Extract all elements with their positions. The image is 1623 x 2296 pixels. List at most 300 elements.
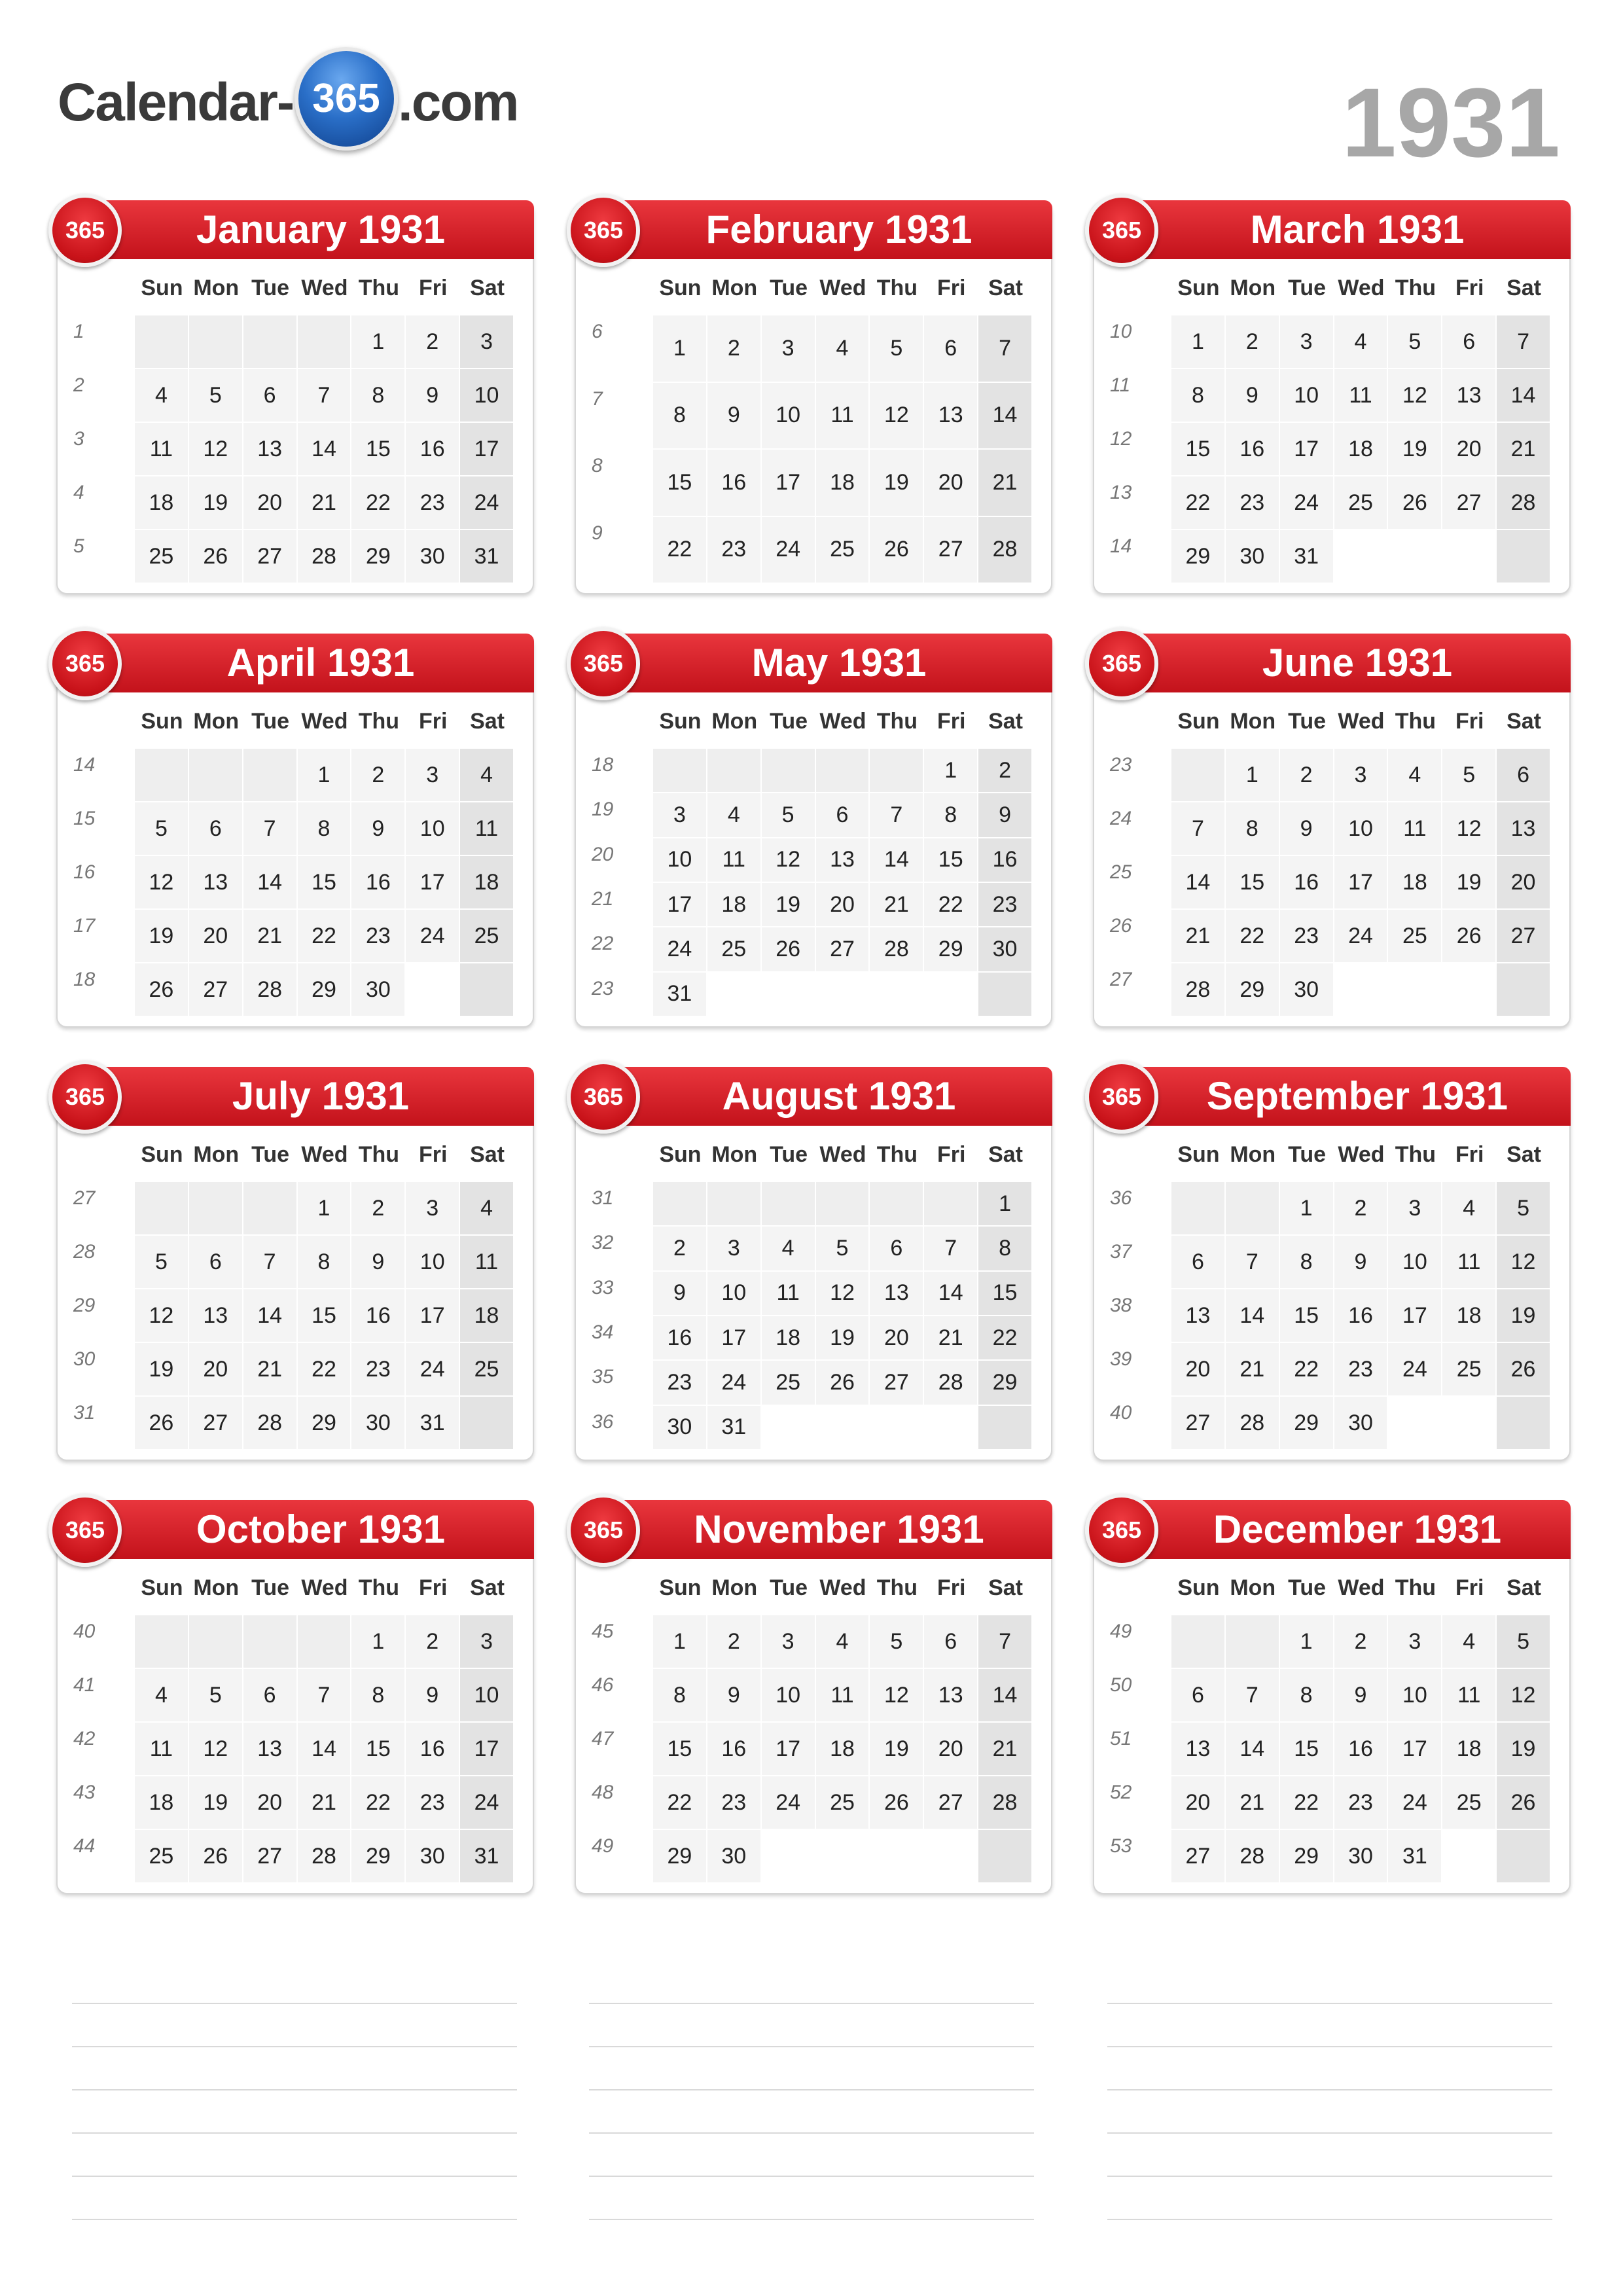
note-line bbox=[72, 2089, 517, 2090]
day-cell: 29 bbox=[351, 1830, 406, 1884]
week-number: 28 bbox=[73, 1241, 96, 1263]
week-number-column bbox=[73, 749, 126, 1017]
week-number: 27 bbox=[1110, 969, 1132, 990]
badge-365-icon: 365 bbox=[48, 627, 122, 700]
day-cell: 3 bbox=[406, 749, 460, 802]
empty-day-cell bbox=[924, 1182, 978, 1227]
week-number-column bbox=[592, 1615, 644, 1884]
day-cell: 1 bbox=[1226, 749, 1280, 802]
day-cell: 3 bbox=[653, 793, 707, 838]
week-number-column bbox=[73, 1615, 126, 1884]
day-cell: 28 bbox=[1226, 1830, 1280, 1884]
day-cell: 6 bbox=[189, 802, 243, 856]
empty-day-cell bbox=[298, 315, 352, 369]
weekday-header-row bbox=[1171, 274, 1551, 302]
week-number: 4 bbox=[73, 482, 84, 503]
empty-day-cell bbox=[189, 1615, 243, 1669]
day-cell: 12 bbox=[1388, 369, 1442, 423]
day-cell: 4 bbox=[816, 315, 870, 383]
weekday-header: Sat bbox=[1507, 1575, 1542, 1600]
week-number: 48 bbox=[592, 1782, 614, 1803]
day-cell: 28 bbox=[924, 1361, 978, 1405]
week-number: 25 bbox=[1110, 861, 1132, 883]
day-cell: 10 bbox=[406, 1236, 460, 1289]
badge-365-icon: 365 bbox=[48, 194, 122, 267]
weekday-header: Tue bbox=[770, 1575, 808, 1600]
week-number: 43 bbox=[73, 1782, 96, 1803]
day-grid bbox=[135, 1182, 514, 1450]
month-card bbox=[575, 202, 1052, 594]
day-cell: 22 bbox=[978, 1316, 1033, 1361]
day-cell: 23 bbox=[1280, 910, 1334, 963]
notes-column-1 bbox=[72, 2003, 517, 2262]
empty-day-cell bbox=[870, 1406, 924, 1450]
day-cell: 25 bbox=[1442, 1776, 1497, 1830]
day-cell: 21 bbox=[1226, 1343, 1280, 1397]
day-cell: 26 bbox=[816, 1361, 870, 1405]
day-cell: 15 bbox=[351, 423, 406, 476]
empty-day-cell bbox=[243, 1615, 298, 1669]
day-cell: 19 bbox=[135, 910, 189, 963]
empty-day-cell bbox=[924, 1406, 978, 1450]
badge-365-icon: 365 bbox=[48, 1494, 122, 1567]
day-cell: 30 bbox=[406, 530, 460, 584]
weekday-header: Tue bbox=[770, 709, 808, 734]
note-line bbox=[72, 2176, 517, 2177]
month-title: June 1931 bbox=[1118, 634, 1571, 692]
day-cell: 30 bbox=[653, 1406, 707, 1450]
weekday-header: Wed bbox=[301, 276, 348, 300]
day-cell: 10 bbox=[460, 1669, 514, 1723]
empty-day-cell bbox=[1442, 963, 1497, 1017]
day-grid bbox=[135, 315, 514, 584]
day-cell: 22 bbox=[1171, 476, 1226, 530]
day-cell: 25 bbox=[707, 927, 762, 972]
day-cell: 29 bbox=[298, 963, 352, 1017]
day-cell: 20 bbox=[816, 883, 870, 927]
day-cell: 3 bbox=[1388, 1182, 1442, 1236]
day-cell: 23 bbox=[707, 517, 762, 584]
day-cell: 12 bbox=[1497, 1669, 1551, 1723]
day-cell: 29 bbox=[1171, 530, 1226, 584]
month-card bbox=[56, 1068, 534, 1461]
day-grid bbox=[653, 749, 1033, 1017]
day-cell: 9 bbox=[707, 383, 762, 450]
month-card bbox=[575, 635, 1052, 1028]
day-cell: 5 bbox=[135, 1236, 189, 1289]
day-cell: 8 bbox=[924, 793, 978, 838]
day-cell: 12 bbox=[135, 1289, 189, 1343]
month-title: May 1931 bbox=[599, 634, 1052, 692]
day-cell: 26 bbox=[1497, 1343, 1551, 1397]
day-cell: 22 bbox=[298, 910, 352, 963]
month-title: November 1931 bbox=[599, 1500, 1052, 1559]
day-cell: 6 bbox=[243, 369, 298, 423]
day-cell: 8 bbox=[978, 1227, 1033, 1271]
day-cell: 29 bbox=[653, 1830, 707, 1884]
badge-365-icon: 365 bbox=[567, 1494, 640, 1567]
day-cell: 4 bbox=[460, 749, 514, 802]
day-cell: 13 bbox=[924, 1669, 978, 1723]
day-cell: 7 bbox=[243, 802, 298, 856]
empty-day-cell bbox=[816, 973, 870, 1017]
weekday-header: Sun bbox=[141, 709, 183, 734]
day-cell: 23 bbox=[351, 910, 406, 963]
month-title: July 1931 bbox=[81, 1067, 534, 1126]
day-cell: 19 bbox=[189, 1776, 243, 1830]
day-cell: 14 bbox=[1226, 1723, 1280, 1776]
day-cell: 24 bbox=[1388, 1776, 1442, 1830]
week-number: 7 bbox=[592, 387, 603, 410]
week-number: 40 bbox=[1110, 1402, 1132, 1424]
empty-day-cell bbox=[1226, 1182, 1280, 1236]
day-cell: 7 bbox=[1497, 315, 1551, 369]
day-cell: 19 bbox=[870, 1723, 924, 1776]
weekday-header: Fri bbox=[1455, 1142, 1484, 1167]
day-cell: 4 bbox=[460, 1182, 514, 1236]
day-cell: 10 bbox=[762, 1669, 816, 1723]
empty-day-cell bbox=[1497, 1397, 1551, 1450]
weekday-header: Fri bbox=[1455, 276, 1484, 300]
empty-day-cell bbox=[816, 749, 870, 793]
day-cell: 18 bbox=[460, 856, 514, 910]
day-cell: 4 bbox=[1442, 1182, 1497, 1236]
empty-day-cell bbox=[924, 973, 978, 1017]
day-cell: 7 bbox=[243, 1236, 298, 1289]
week-number: 1 bbox=[73, 321, 84, 342]
day-cell: 7 bbox=[1226, 1236, 1280, 1289]
day-cell: 24 bbox=[762, 517, 816, 584]
day-cell: 13 bbox=[243, 1723, 298, 1776]
day-cell: 1 bbox=[1171, 315, 1226, 369]
day-cell: 6 bbox=[1171, 1236, 1226, 1289]
weekday-header-row bbox=[135, 1573, 514, 1602]
day-cell: 5 bbox=[1388, 315, 1442, 369]
day-cell: 20 bbox=[243, 1776, 298, 1830]
day-cell: 15 bbox=[351, 1723, 406, 1776]
empty-day-cell bbox=[243, 1182, 298, 1236]
day-cell: 12 bbox=[870, 1669, 924, 1723]
weekday-header-row bbox=[135, 1140, 514, 1169]
weekday-header: Sun bbox=[1177, 276, 1220, 300]
day-cell: 19 bbox=[1497, 1289, 1551, 1343]
weekday-header: Thu bbox=[358, 1575, 399, 1600]
day-cell: 10 bbox=[1388, 1236, 1442, 1289]
day-cell: 3 bbox=[460, 315, 514, 369]
weekday-header: Tue bbox=[251, 709, 290, 734]
weekday-header: Sat bbox=[1507, 709, 1542, 734]
day-cell: 30 bbox=[406, 1830, 460, 1884]
month-title: August 1931 bbox=[599, 1067, 1052, 1126]
day-cell: 18 bbox=[135, 476, 189, 530]
day-cell: 26 bbox=[189, 530, 243, 584]
note-line bbox=[589, 2176, 1034, 2177]
month-card bbox=[1093, 1501, 1571, 1894]
day-cell: 3 bbox=[1280, 315, 1334, 369]
day-cell: 9 bbox=[978, 793, 1033, 838]
weekday-header: Sat bbox=[470, 1575, 505, 1600]
week-number: 35 bbox=[592, 1366, 614, 1388]
week-number: 3 bbox=[73, 428, 84, 450]
day-cell: 19 bbox=[135, 1343, 189, 1397]
day-grid bbox=[653, 315, 1033, 584]
day-cell: 18 bbox=[762, 1316, 816, 1361]
day-cell: 8 bbox=[1280, 1236, 1334, 1289]
day-cell: 9 bbox=[1280, 802, 1334, 856]
week-number: 33 bbox=[592, 1276, 614, 1299]
empty-day-cell bbox=[1388, 1397, 1442, 1450]
day-cell: 8 bbox=[1280, 1669, 1334, 1723]
day-cell: 19 bbox=[762, 883, 816, 927]
day-cell: 27 bbox=[870, 1361, 924, 1405]
weekday-header: Thu bbox=[358, 709, 399, 734]
day-cell: 25 bbox=[1388, 910, 1442, 963]
day-cell: 27 bbox=[243, 530, 298, 584]
day-cell: 24 bbox=[1334, 910, 1389, 963]
day-cell: 10 bbox=[1388, 1669, 1442, 1723]
day-grid bbox=[135, 749, 514, 1017]
day-cell: 19 bbox=[816, 1316, 870, 1361]
day-cell: 13 bbox=[1442, 369, 1497, 423]
day-cell: 5 bbox=[1497, 1182, 1551, 1236]
day-cell: 6 bbox=[924, 1615, 978, 1669]
day-cell: 28 bbox=[978, 1776, 1033, 1830]
day-cell: 31 bbox=[1388, 1830, 1442, 1884]
weekday-header: Fri bbox=[936, 1142, 966, 1167]
day-cell: 21 bbox=[924, 1316, 978, 1361]
day-cell: 23 bbox=[707, 1776, 762, 1830]
empty-day-cell bbox=[189, 749, 243, 802]
week-number: 18 bbox=[73, 969, 96, 990]
day-cell: 11 bbox=[762, 1272, 816, 1316]
day-cell: 12 bbox=[762, 838, 816, 883]
day-cell: 4 bbox=[816, 1615, 870, 1669]
day-cell: 16 bbox=[653, 1316, 707, 1361]
day-cell: 18 bbox=[135, 1776, 189, 1830]
day-cell: 3 bbox=[1334, 749, 1389, 802]
day-cell: 13 bbox=[1171, 1723, 1226, 1776]
day-cell: 6 bbox=[1442, 315, 1497, 369]
month-title: January 1931 bbox=[81, 200, 534, 259]
weekday-header: Wed bbox=[1338, 276, 1385, 300]
empty-day-cell bbox=[762, 1182, 816, 1227]
day-cell: 29 bbox=[298, 1397, 352, 1450]
weekday-header: Thu bbox=[1395, 709, 1436, 734]
weekday-header: Fri bbox=[418, 276, 448, 300]
empty-day-cell bbox=[816, 1182, 870, 1227]
week-number: 44 bbox=[73, 1835, 96, 1857]
empty-day-cell bbox=[653, 749, 707, 793]
day-cell: 4 bbox=[1388, 749, 1442, 802]
day-cell: 9 bbox=[1334, 1236, 1389, 1289]
empty-day-cell bbox=[816, 1406, 870, 1450]
day-cell: 26 bbox=[135, 963, 189, 1017]
day-cell: 18 bbox=[816, 1723, 870, 1776]
weekday-header: Fri bbox=[418, 709, 448, 734]
day-cell: 16 bbox=[351, 856, 406, 910]
day-cell: 6 bbox=[1171, 1669, 1226, 1723]
weekday-header: Thu bbox=[876, 709, 918, 734]
week-number: 32 bbox=[592, 1232, 614, 1254]
day-cell: 18 bbox=[1334, 423, 1389, 476]
empty-day-cell bbox=[978, 1406, 1033, 1450]
day-cell: 21 bbox=[1497, 423, 1551, 476]
day-cell: 17 bbox=[653, 883, 707, 927]
day-cell: 25 bbox=[816, 1776, 870, 1830]
weekday-header: Thu bbox=[876, 1575, 918, 1600]
week-number: 20 bbox=[592, 843, 614, 865]
empty-day-cell bbox=[1334, 530, 1389, 584]
month-card bbox=[1093, 202, 1571, 594]
day-cell: 23 bbox=[1334, 1343, 1389, 1397]
week-number: 31 bbox=[592, 1187, 614, 1209]
day-cell: 3 bbox=[762, 1615, 816, 1669]
day-cell: 22 bbox=[653, 1776, 707, 1830]
day-cell: 14 bbox=[870, 838, 924, 883]
day-cell: 19 bbox=[870, 450, 924, 517]
day-cell: 1 bbox=[351, 315, 406, 369]
day-cell: 4 bbox=[135, 369, 189, 423]
day-cell: 25 bbox=[762, 1361, 816, 1405]
day-cell: 1 bbox=[653, 1615, 707, 1669]
day-cell: 24 bbox=[707, 1361, 762, 1405]
day-cell: 29 bbox=[1280, 1830, 1334, 1884]
weekday-header: Mon bbox=[193, 276, 240, 300]
day-cell: 23 bbox=[351, 1343, 406, 1397]
day-cell: 17 bbox=[762, 450, 816, 517]
day-grid bbox=[135, 1615, 514, 1884]
day-cell: 22 bbox=[298, 1343, 352, 1397]
week-number-column bbox=[1110, 749, 1162, 1017]
day-cell: 22 bbox=[351, 476, 406, 530]
day-grid bbox=[1171, 315, 1551, 584]
week-number: 23 bbox=[1110, 754, 1132, 776]
day-cell: 5 bbox=[1442, 749, 1497, 802]
day-cell: 6 bbox=[1497, 749, 1551, 802]
empty-day-cell bbox=[762, 1406, 816, 1450]
day-cell: 12 bbox=[816, 1272, 870, 1316]
weekday-header: Mon bbox=[711, 709, 758, 734]
week-number: 10 bbox=[1110, 321, 1132, 342]
day-cell: 27 bbox=[1171, 1830, 1226, 1884]
day-cell: 12 bbox=[189, 423, 243, 476]
day-cell: 26 bbox=[1388, 476, 1442, 530]
page-year-title: 1931 bbox=[1342, 67, 1560, 177]
week-number-column bbox=[1110, 315, 1162, 584]
week-number: 22 bbox=[592, 933, 614, 955]
weekday-header: Sun bbox=[659, 1142, 702, 1167]
day-cell: 26 bbox=[135, 1397, 189, 1450]
note-line bbox=[589, 2132, 1034, 2134]
day-cell: 10 bbox=[762, 383, 816, 450]
week-number: 27 bbox=[73, 1187, 96, 1209]
weekday-header: Mon bbox=[1230, 709, 1276, 734]
notes-column-3 bbox=[1107, 2003, 1552, 2262]
day-cell: 6 bbox=[924, 315, 978, 383]
week-number: 50 bbox=[1110, 1674, 1132, 1696]
day-cell: 2 bbox=[1334, 1615, 1389, 1669]
day-cell: 9 bbox=[351, 1236, 406, 1289]
note-line bbox=[72, 2132, 517, 2134]
day-cell: 14 bbox=[243, 1289, 298, 1343]
empty-day-cell bbox=[1226, 1615, 1280, 1669]
empty-day-cell bbox=[1442, 1830, 1497, 1884]
weekday-header: Tue bbox=[770, 276, 808, 300]
day-cell: 23 bbox=[1226, 476, 1280, 530]
day-cell: 13 bbox=[189, 1289, 243, 1343]
day-cell: 23 bbox=[978, 883, 1033, 927]
day-cell: 6 bbox=[189, 1236, 243, 1289]
weekday-header: Wed bbox=[301, 709, 348, 734]
day-cell: 25 bbox=[1334, 476, 1389, 530]
weekday-header-row bbox=[1171, 1140, 1551, 1169]
day-cell: 5 bbox=[762, 793, 816, 838]
day-cell: 22 bbox=[351, 1776, 406, 1830]
weekday-header: Mon bbox=[1230, 1575, 1276, 1600]
week-number: 53 bbox=[1110, 1835, 1132, 1857]
day-cell: 17 bbox=[406, 1289, 460, 1343]
day-cell: 9 bbox=[1226, 369, 1280, 423]
day-cell: 11 bbox=[135, 423, 189, 476]
week-number: 31 bbox=[73, 1402, 96, 1424]
weekday-header: Fri bbox=[936, 1575, 966, 1600]
day-grid bbox=[653, 1615, 1033, 1884]
day-grid bbox=[1171, 1182, 1551, 1450]
day-cell: 1 bbox=[298, 1182, 352, 1236]
weekday-header: Tue bbox=[251, 1142, 290, 1167]
day-cell: 10 bbox=[707, 1272, 762, 1316]
month-card bbox=[56, 1501, 534, 1894]
week-number: 14 bbox=[73, 754, 96, 776]
week-number: 24 bbox=[1110, 808, 1132, 829]
day-cell: 20 bbox=[924, 450, 978, 517]
day-cell: 9 bbox=[351, 802, 406, 856]
day-cell: 8 bbox=[351, 1669, 406, 1723]
month-title: March 1931 bbox=[1118, 200, 1571, 259]
month-title: February 1931 bbox=[599, 200, 1052, 259]
month-card bbox=[56, 635, 534, 1028]
day-cell: 25 bbox=[135, 530, 189, 584]
week-number-column bbox=[592, 749, 644, 1017]
day-cell: 24 bbox=[460, 1776, 514, 1830]
empty-day-cell bbox=[135, 1615, 189, 1669]
day-cell: 29 bbox=[351, 530, 406, 584]
note-line bbox=[1107, 2089, 1552, 2090]
week-number: 52 bbox=[1110, 1782, 1132, 1803]
weekday-header: Sat bbox=[1507, 276, 1542, 300]
day-cell: 5 bbox=[816, 1227, 870, 1271]
weekday-header: Fri bbox=[1455, 709, 1484, 734]
badge-365-icon: 365 bbox=[567, 1060, 640, 1134]
day-cell: 28 bbox=[243, 1397, 298, 1450]
day-cell: 21 bbox=[243, 1343, 298, 1397]
day-cell: 11 bbox=[1442, 1669, 1497, 1723]
week-number-column bbox=[73, 1182, 126, 1450]
day-cell: 20 bbox=[189, 1343, 243, 1397]
day-cell: 26 bbox=[870, 1776, 924, 1830]
day-cell: 23 bbox=[653, 1361, 707, 1405]
day-cell: 2 bbox=[1280, 749, 1334, 802]
day-cell: 1 bbox=[1280, 1182, 1334, 1236]
day-cell: 22 bbox=[1226, 910, 1280, 963]
week-number: 19 bbox=[592, 798, 614, 821]
weekday-header: Mon bbox=[711, 1575, 758, 1600]
empty-day-cell bbox=[1497, 1830, 1551, 1884]
day-cell: 18 bbox=[1388, 856, 1442, 910]
day-cell: 28 bbox=[978, 517, 1033, 584]
weekday-header-row bbox=[653, 274, 1033, 302]
weekday-header: Wed bbox=[1338, 1575, 1385, 1600]
